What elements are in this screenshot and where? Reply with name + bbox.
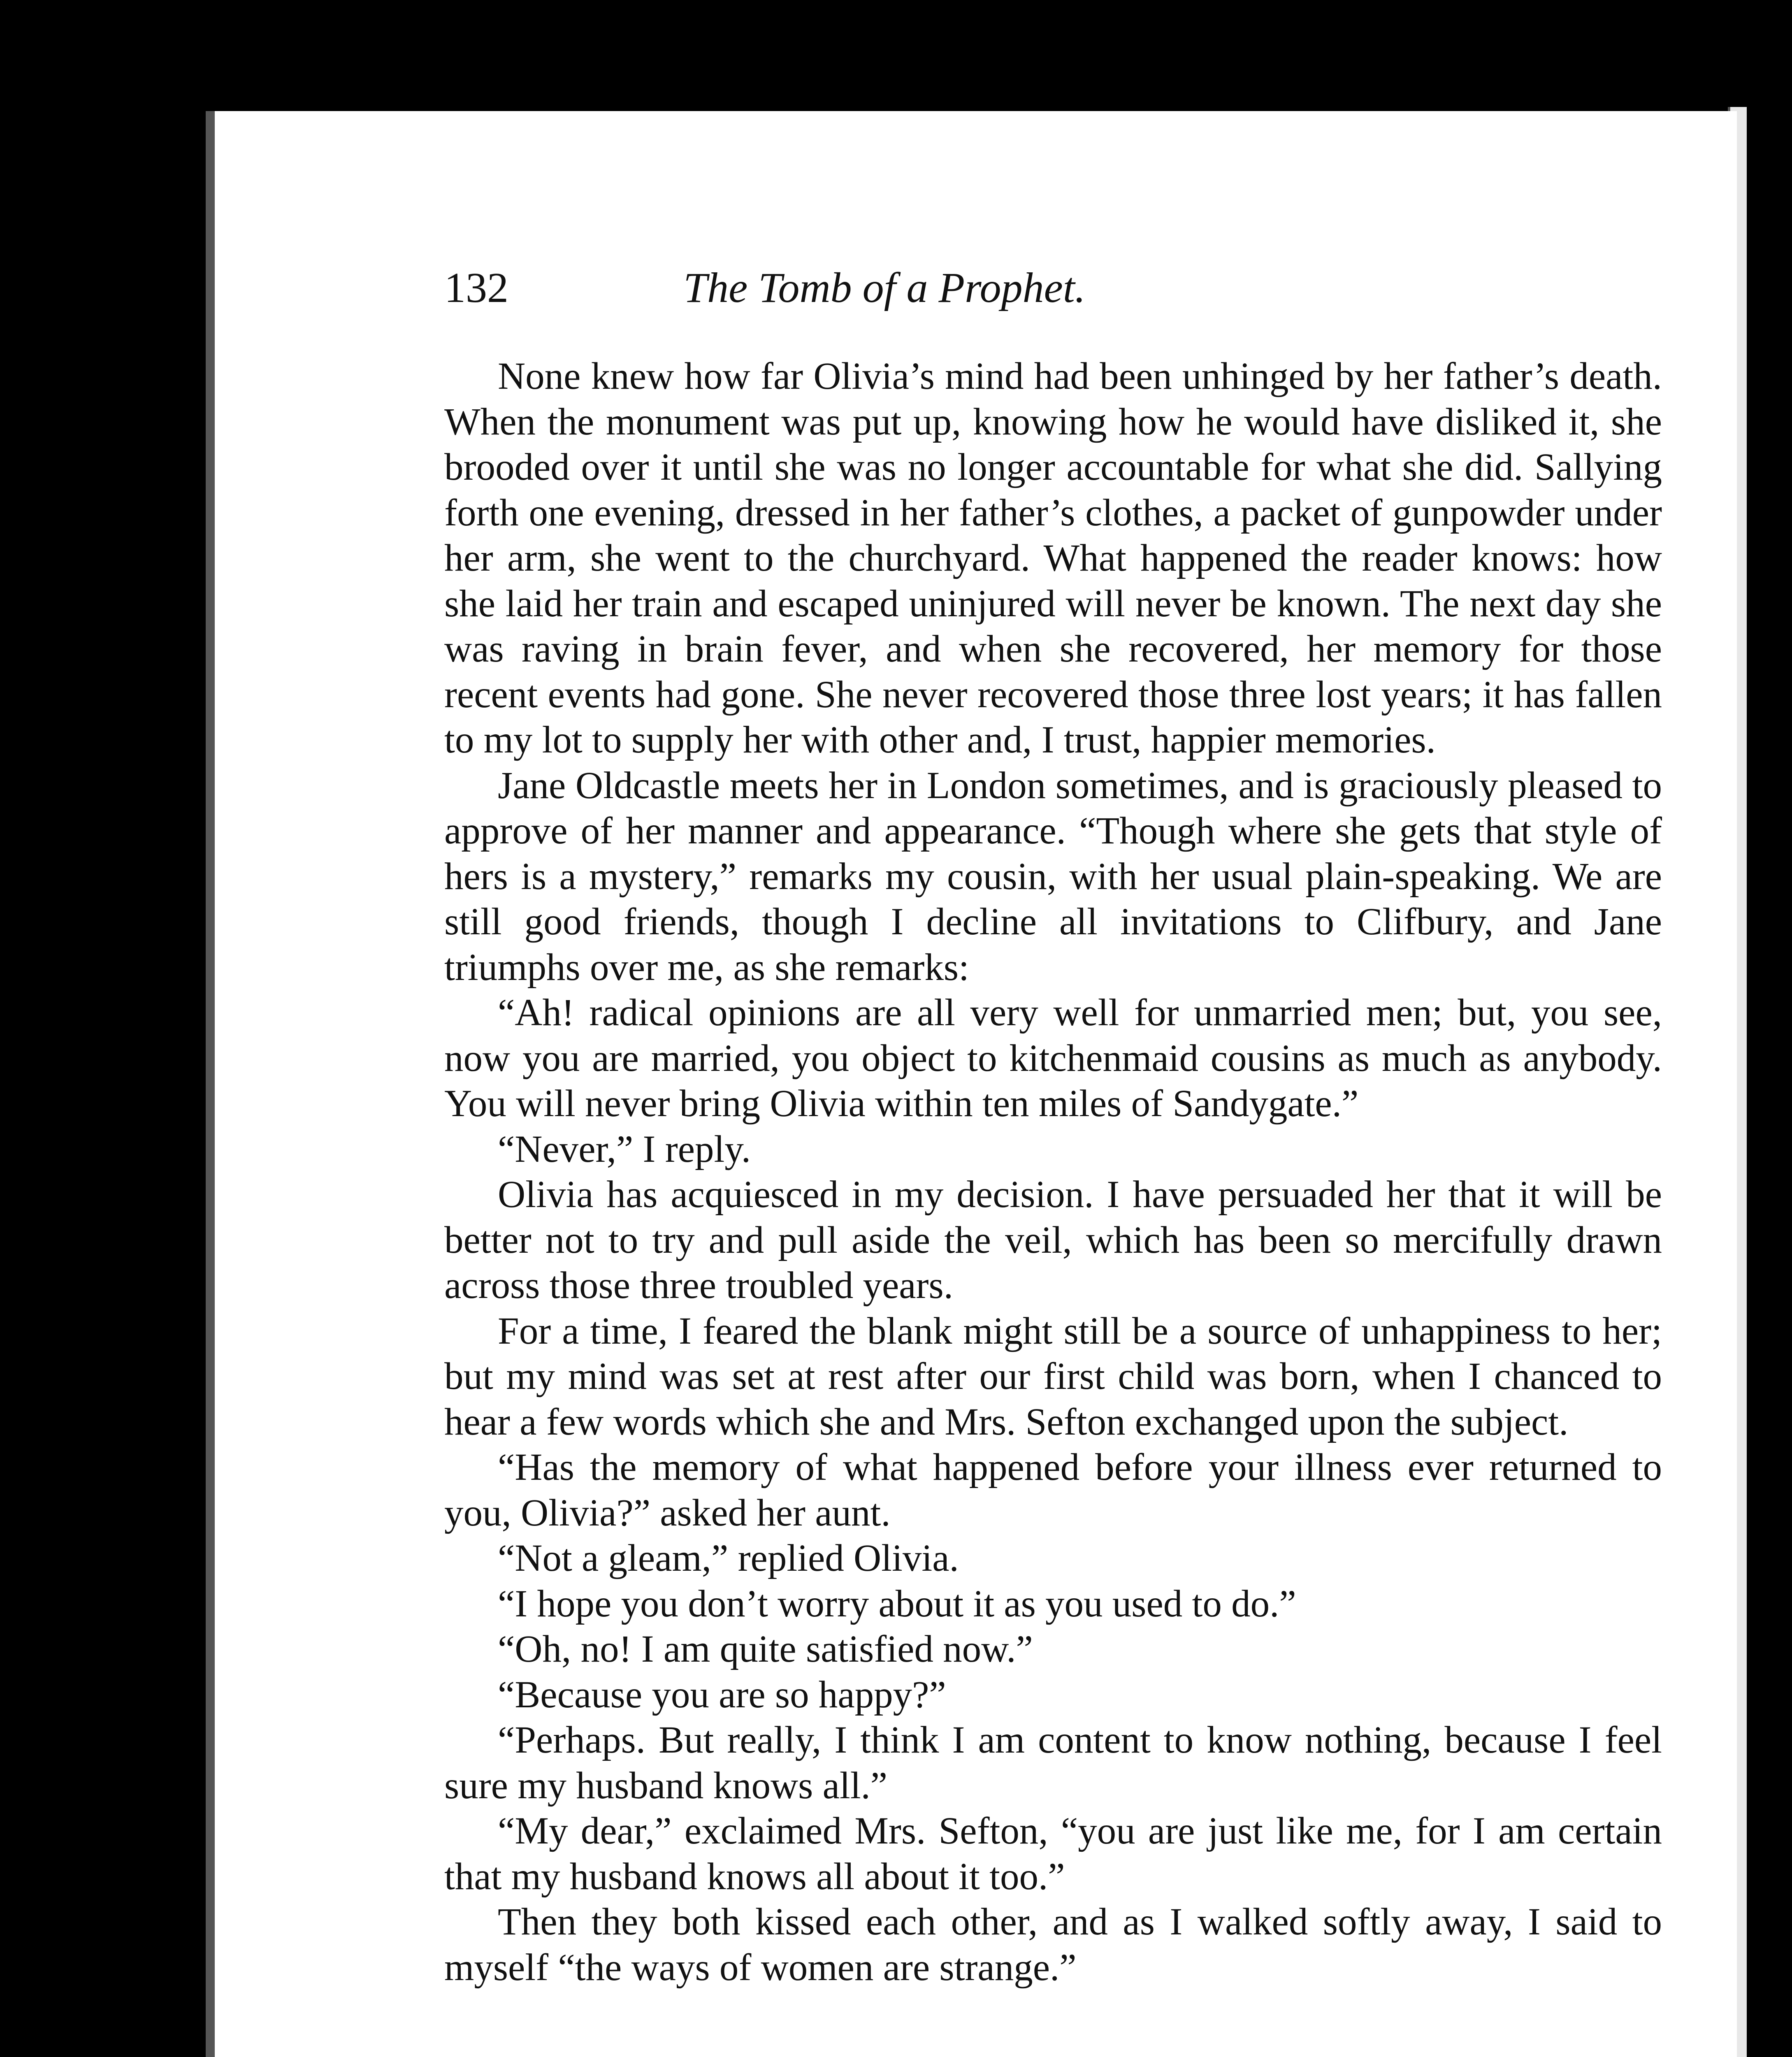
page-number: 132	[444, 264, 508, 311]
paragraph: “Not a gleam,” replied Olivia.	[498, 1537, 959, 1579]
paragraph: None knew how far Olivia’s mind had been unhinged by her father’s death. When the monument was put up, knowing how he would have disliked it, she brooded over it until she was no longer accountable for what she did. Sallying forth one evening, dressed in her father’s clothes, a packet of gunpowder under her arm, she went to the churchyard. What happened the reader knows: how she laid her train and escaped uninjured will never be known. The next day she was raving in brain fever, and when she recovered, her memory for those recent events had gone. She never recovered those three lost years; it has fallen to my lot to supply her with other and, I trust, happier memories.	[444, 355, 1662, 761]
running-title: The Tomb of a Prophet.	[683, 264, 1086, 311]
paragraph: Then they both kissed each other, and as I walked softly away, I said to myself “the ways of women are strange.”	[444, 1901, 1662, 1989]
paragraph: “Perhaps. But really, I think I am content to know nothing, because I feel sure my husband knows all.”	[444, 1719, 1662, 1807]
paragraph: “Because you are so happy?”	[498, 1673, 946, 1716]
paragraph: Olivia has acquiesced in my decision. I have persuaded her that it will be better not to try and pull aside the veil, which has been so mercifully drawn across those three troubled years.	[444, 1173, 1662, 1307]
page-header	[444, 263, 1325, 325]
paragraph: “Has the memory of what happened before your illness ever returned to you, Olivia?” asked her aunt.	[444, 1446, 1662, 1534]
paragraph: “Never,” I reply.	[498, 1128, 751, 1170]
paragraph: “Ah! radical opinions are all very well for unmarried men; but, you see, now you are married, you object to kitchenmaid cousins as much as anybody. You will never bring Olivia within ten miles of Sandygate.”	[444, 991, 1662, 1125]
paragraph: For a time, I feared the blank might still be a source of unhappiness to her; but my mind was set at rest after our first child was born, when I chanced to hear a few words which she and Mrs. Sefton exchanged upon the subject.	[444, 1309, 1662, 1443]
paragraph: “I hope you don’t worry about it as you used to do.”	[498, 1582, 1296, 1625]
paragraph: Jane Oldcastle meets her in London sometimes, and is graciously pleased to approve of her manner and appearance. “Though where she gets that style of hers is a mystery,” remarks my cousin, with her usual plain-speaking. We are still good friends, though I decline all invitations to Clifbury, and Jane triumphs over me, as she remarks:	[444, 764, 1662, 989]
paragraph: “Oh, no! I am quite satisfied now.”	[498, 1628, 1033, 1670]
body-text	[444, 354, 1662, 1990]
paragraph: “My dear,” exclaimed Mrs. Sefton, “you are just like me, for I am certain that my husband knows all about it too.”	[444, 1810, 1662, 1898]
